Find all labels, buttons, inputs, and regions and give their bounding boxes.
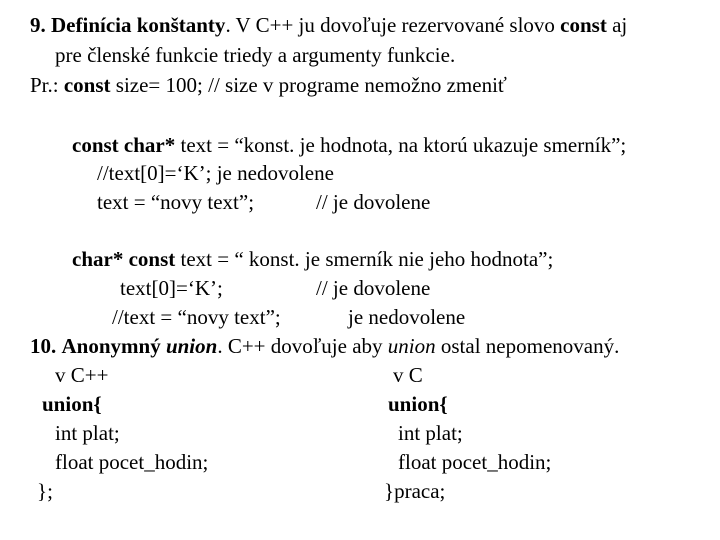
- keyword-const: const: [560, 13, 607, 37]
- section-intro-tail: aj: [606, 13, 628, 37]
- code-comment: // je dovolene: [316, 276, 431, 300]
- section-title: Anonymný: [61, 334, 161, 358]
- code-comment-line: //text[0]=‘K’; je nedovolene: [97, 161, 334, 185]
- code-line: int plat;: [55, 421, 120, 445]
- section-intro: . V C++ ju dovoľuje rezervované slovo: [225, 13, 561, 37]
- section-9-heading: [30, 13, 627, 37]
- code-line: float pocet_hodin;: [398, 450, 552, 474]
- section-number: 9.: [30, 13, 46, 37]
- code-comment-line: //text = “novy text”;: [112, 305, 281, 329]
- section-9-line2: pre členské funkcie triedy a argumenty funkcie.: [55, 43, 456, 67]
- code-heading-cpp: v C++: [55, 363, 109, 387]
- keyword-const: const: [123, 247, 176, 271]
- code-line: text[0]=‘K’;: [120, 276, 223, 300]
- code-comment: // je dovolene: [316, 190, 431, 214]
- code-line-const-char: [72, 133, 626, 157]
- example-code: size= 100; // size v programe nemožno zmeniť: [110, 73, 507, 97]
- pointer-star: *: [164, 133, 176, 157]
- code-line: int plat;: [398, 421, 463, 445]
- section-number: 10.: [30, 334, 57, 358]
- example-line: [30, 73, 507, 97]
- keyword-const: const: [63, 73, 111, 97]
- keyword-char: char: [72, 247, 113, 271]
- code-heading-c: v C: [393, 363, 423, 387]
- section-text: . C++ dovoľuje aby: [217, 334, 388, 358]
- code-rest: text = “ konst. je smerník nie jeho hodnota”;: [175, 247, 554, 271]
- code-line: text = “novy text”;: [97, 190, 255, 214]
- code-comment: je nedovolene: [348, 305, 466, 329]
- code-line: }praca;: [384, 479, 446, 503]
- code-line: };: [37, 479, 53, 503]
- code-line-union: union{: [388, 392, 448, 416]
- section-10-heading: [30, 334, 619, 358]
- code-rest: text = “konst. je hodnota, na ktorú ukazuje smerník”;: [175, 133, 627, 157]
- code-line-union: union{: [42, 392, 102, 416]
- keyword-union: union: [387, 334, 436, 358]
- example-label: Pr.:: [30, 73, 64, 97]
- section-text: ostal nepomenovaný.: [435, 334, 620, 358]
- code-line-char-const: [72, 247, 553, 271]
- keyword-union: union: [165, 334, 218, 358]
- keyword-const-char: const char: [72, 133, 165, 157]
- code-line: float pocet_hodin;: [55, 450, 209, 474]
- pointer-star: *: [112, 247, 124, 271]
- section-title: Definícia konštanty: [51, 13, 226, 37]
